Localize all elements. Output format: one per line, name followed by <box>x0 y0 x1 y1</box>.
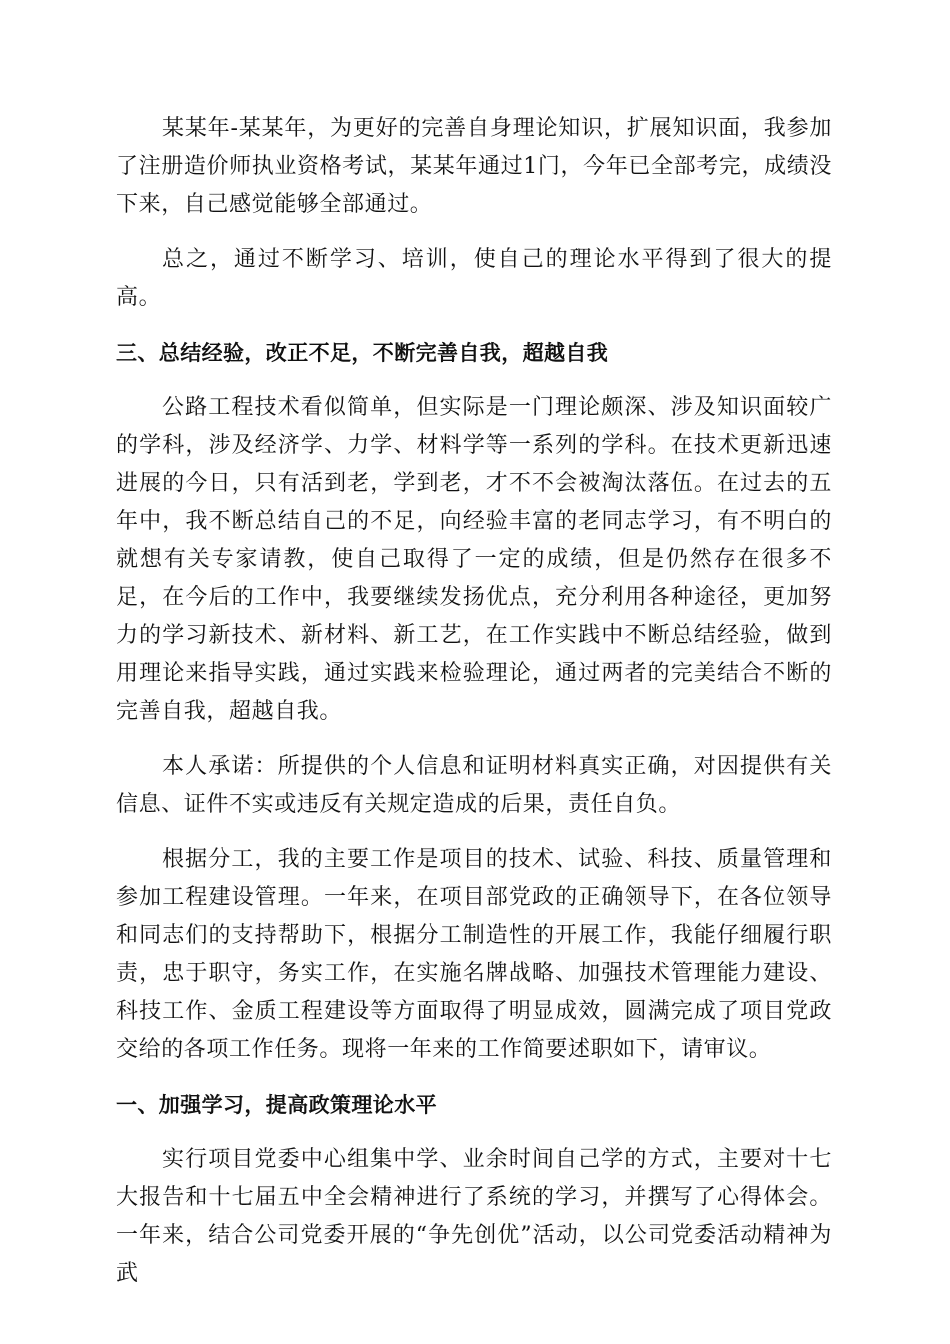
section-heading-three: 三、总结经验，改正不足，不断完善自我，超越自我 <box>116 341 609 365</box>
paragraph-experience: 公路工程技术看似简单，但实际是一门理论颇深、涉及知识面较广的学科，涉及经济学、力学、材料学等一系列的学科。在技术更新迅速进展的今日，只有活到老，学到老，才不不会被淘汰落伍。在过去的五年中，我不断总结自己的不足，向经验丰富的老同志学习，有不明白的就想有关专家请教，使自己取得了一定的成绩，但是仍然存在很多不足，在今后的工作中，我要继续发扬优点，充分利用各种途径，更加努力的学习新技术、新材料、新工艺，在工作实践中不断总结经验，做到用理论来指导实践，通过实践来检验理论，通过两者的完美结合不断的完善自我，超越自我。 <box>116 395 832 724</box>
paragraph-duties: 根据分工，我的主要工作是项目的技术、试验、科技、质量管理和参加工程建设管理。一年来，在项目部党政的正确领导下，在各位领导和同志们的支持帮助下，根据分工制造性的开展工作，我能仔细履行职责，忠于职守，务实工作，在实施名牌战略、加强技术管理能力建设、科技工作、金质工程建设等方面取得了明显成效，圆满完成了项目党政交给的各项工作任务。现将一年来的工作简要述职如下，请审议。 <box>116 847 832 1062</box>
paragraph-exam: 某某年-某某年，为更好的完善自身理论知识，扩展知识面，我参加了注册造价师执业资格考试，某某年通过1门，今年已全部考完，成绩没下来，自己感觉能够全部通过。 <box>116 116 832 217</box>
paragraph-study: 实行项目党委中心组集中学、业余时间自己学的方式，主要对十七大报告和十七届五中全会精神进行了系统的学习，并撰写了心得体会。一年来，结合公司党委开展的“争先创优”活动，以公司党委活动精神为武 <box>116 1147 832 1286</box>
section-heading-one: 一、加强学习，提高政策理论水平 <box>116 1093 437 1117</box>
document-page <box>116 110 832 1310</box>
paragraph-summary: 总之，通过不断学习、培训，使自己的理论水平得到了很大的提高。 <box>116 247 832 310</box>
paragraph-pledge: 本人承诺：所提供的个人信息和证明材料真实正确，对因提供有关信息、证件不实或违反有关规定造成的后果，责任自负。 <box>116 754 832 817</box>
